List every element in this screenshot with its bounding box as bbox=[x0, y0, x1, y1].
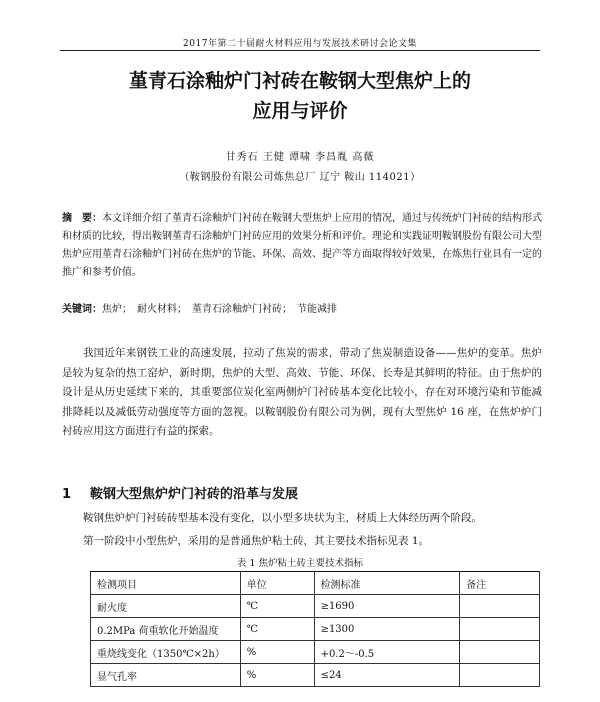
table-cell: % bbox=[240, 641, 314, 664]
keywords-label: 关键词： bbox=[62, 304, 102, 315]
table-cell: ≥1690 bbox=[314, 595, 460, 618]
table-cell: ≤24 bbox=[314, 664, 460, 687]
table-cell: ℃ bbox=[240, 595, 314, 618]
table-caption: 表 1 焦炉粘土砖主要技术指标 bbox=[236, 558, 364, 569]
table-row bbox=[91, 618, 540, 641]
keywords bbox=[62, 300, 542, 315]
table-cell bbox=[460, 664, 540, 687]
table-header-cell: 检测标准 bbox=[314, 572, 460, 595]
title-line-1: 堇青石涂釉炉门衬砖在鞍钢大型焦炉上的 bbox=[128, 70, 471, 92]
abstract bbox=[62, 210, 542, 282]
table-cell: % bbox=[240, 664, 314, 687]
table-cell bbox=[460, 641, 540, 664]
abstract-label: 摘 要： bbox=[62, 213, 102, 224]
table-cell: 显气孔率 bbox=[91, 664, 241, 687]
keywords-text: 焦炉； 耐火材料； 堇青石涂釉炉门衬砖； 节能减排 bbox=[102, 304, 337, 315]
table-header-row bbox=[91, 572, 540, 595]
running-header: 2017年第二十届耐火材料应用与发展技术研讨会论文集 bbox=[183, 39, 417, 49]
header-rule bbox=[60, 50, 540, 51]
table-row bbox=[91, 664, 540, 687]
section-number: 1 bbox=[62, 487, 72, 502]
table-cell: ℃ bbox=[240, 618, 314, 641]
table-cell: 重烧线变化（1350℃×2h） bbox=[91, 641, 241, 664]
authors: 甘秀石 王健 谭啸 李昌胤 高薇 bbox=[225, 152, 375, 163]
table-header-cell: 单位 bbox=[240, 572, 314, 595]
table-cell: 耐火度 bbox=[91, 595, 241, 618]
spec-table bbox=[90, 571, 540, 687]
table-cell bbox=[460, 618, 540, 641]
table-cell: ≥1300 bbox=[314, 618, 460, 641]
section-paragraph-1: 鞍钢焦炉炉门衬砖砖型基本没有变化，以小型多块状为主，材质上大体经历两个阶段。 bbox=[83, 512, 482, 524]
table-header-cell: 检测项目 bbox=[91, 572, 241, 595]
paper-title bbox=[60, 66, 540, 126]
table-row bbox=[91, 641, 540, 664]
title-line-2: 应用与评价 bbox=[252, 100, 348, 122]
abstract-text: 本文详细介绍了堇青石涂釉炉门衬砖在鞍钢大型焦炉上应用的情况，通过与传统炉门衬砖的结构形式和材质的比较，得出鞍钢堇青石涂釉炉门衬砖应用的效果分析和评价。理论和实践证明鞍钢股份有限公司大型焦炉应用堇青石涂釉炉门衬砖在焦炉的节能、环保、高效、提产等方面取得较好效果，在炼焦行业具有一定的推广和参考价值。 bbox=[62, 213, 542, 278]
section-paragraph-2: 第一阶段中小型焦炉，采用的是普通焦炉粘土砖，其主要技术指标见表 1。 bbox=[83, 535, 430, 547]
table-header-cell: 备注 bbox=[460, 572, 540, 595]
section-title: 鞍钢大型焦炉炉门衬砖的沿革与发展 bbox=[90, 487, 299, 502]
intro-paragraph: 我国近年来钢铁工业的高速发展，拉动了焦炭的需求，带动了焦炭制造设备——焦炉的变革。焦炉是较为复杂的热工窑炉，新时期，焦炉的大型、高效、节能、环保、长寿是其鲜明的特征。由于焦炉的设计是从历史延续下来的，其重要部位炭化室两侧炉门衬砖基本变化比较小，存在对环境污染和节能减排降耗以及减低劳动强度等方面的忽视。以鞍钢股份有限公司为例，现有大型焦炉 16 座，在焦炉炉门衬砖应用这方面进行有益的探索。 bbox=[62, 347, 542, 437]
table-cell bbox=[460, 595, 540, 618]
table-cell: +0.2～-0.5 bbox=[314, 641, 460, 664]
table-row bbox=[91, 595, 540, 618]
section-heading bbox=[62, 483, 542, 502]
affiliation: （鞍钢股份有限公司炼焦总厂 辽宁 鞍山 114021） bbox=[179, 172, 421, 183]
table-cell: 0.2MPa 荷重软化开始温度 bbox=[91, 618, 241, 641]
